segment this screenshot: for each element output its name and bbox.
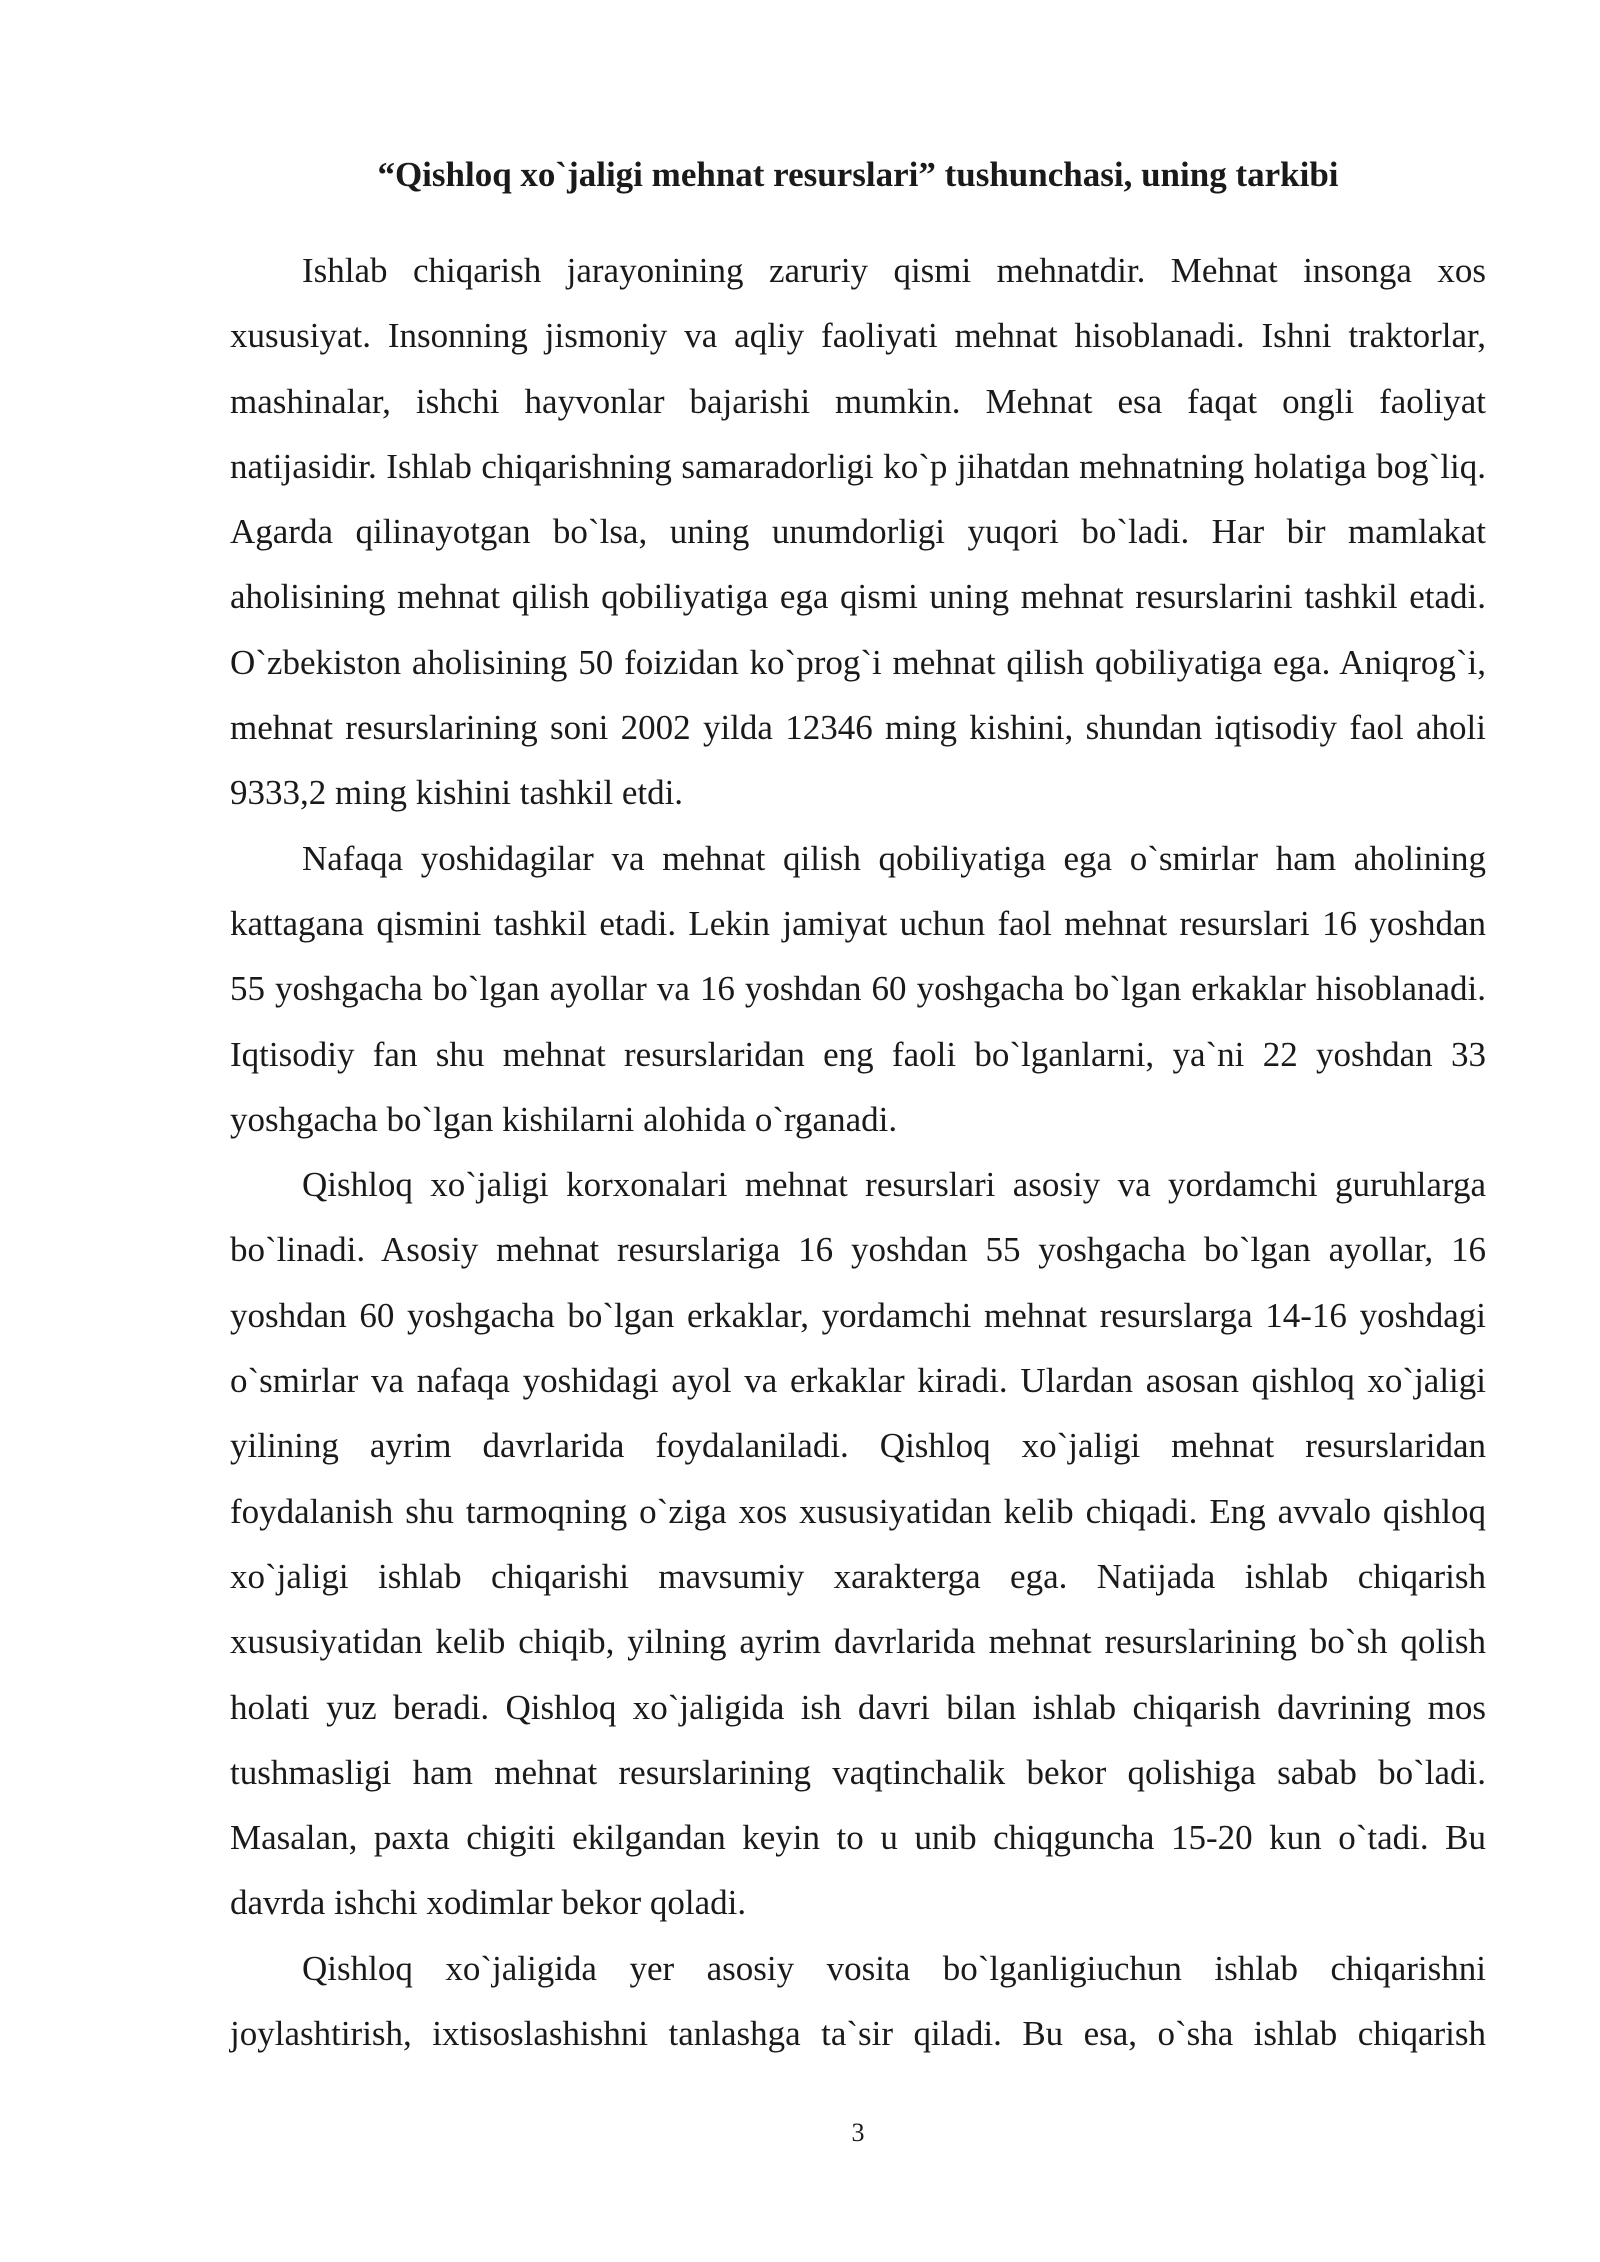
body-text (230, 238, 1486, 2066)
paragraph-2: Nafaqa yoshidagilar va mehnat qilish qobiliyatiga ega o`smirlar ham aholining kattagana qismini tashkil etadi. Lekin jamiyat uchun faol mehnat resurslari 16 yoshdan 55 yoshgacha bo`lgan ayollar va 16 yoshdan 60 yoshgacha bo`lgan erkaklar hisoblanadi. Iqtisodiy fan shu mehnat resurslaridan eng faoli bo`lganlarni, ya`ni 22 yoshdan 33 yoshgacha bo`lgan kishilarni alohida o`rganadi. (230, 838, 1486, 1139)
page-title: “Qishloq xo`jaligi mehnat resurslari” tushunchasi, uning tarkibi (377, 155, 1339, 194)
page-number: 3 (851, 2118, 865, 2147)
paragraph-3: Qishloq xo`jaligi korxonalari mehnat resurslari asosiy va yordamchi guruhlarga bo`linadi. Asosiy mehnat resurslariga 16 yoshdan 55 yoshgacha bo`lgan ayollar, 16 yoshdan 60 yoshgacha bo`lgan erkaklar, yordamchi mehnat resurslarga 14-16 yoshdagi o`smirlar va nafaqa yoshidagi ayol va erkaklar kiradi. Ulardan asosan qishloq xo`jaligi yilining ayrim davrlarida foydalaniladi. Qishloq xo`jaligi mehnat resurslaridan foydalanish shu tarmoqning o`ziga xos xususiyatidan kelib chiqadi. Eng avvalo qishloq xo`jaligi ishlab chiqarishi mavsumiy xarakterga ega. Natijada ishlab chiqarish xususiyatidan kelib chiqib, yilning ayrim davrlarida mehnat resurslarining bo`sh qolish holati yuz beradi. Qishloq xo`jaligida ish davri bilan ishlab chiqarish davrining mos tushmasligi ham mehnat resurslarining vaqtinchalik bekor qolishiga sabab bo`ladi. Masalan, paxta chigiti ekilgandan keyin to u unib chiqguncha 15-20 kun o`tadi. Bu davrda ishchi xodimlar bekor qoladi. (230, 1165, 1486, 1923)
paragraph-1: Ishlab chiqarish jarayonining zaruriy qismi mehnatdir. Mehnat insonga xos xususiyat. Insonning jismoniy va aqliy faoliyati mehnat hisoblanadi. Ishni traktorlar, mashinalar, ishchi hayvonlar bajarishi mumkin. Mehnat esa faqat ongli faoliyat natijasidir. Ishlab chiqarishning samaradorligi ko`p jihatdan mehnatning holatiga bog`liq. Agarda qilinayotgan bo`lsa, uning unumdorligi yuqori bo`ladi. Har bir mamlakat aholisining mehnat qilish qobiliyatiga ega qismi uning mehnat resurslarini tashkil etadi. O`zbekiston aholisining 50 foizidan ko`prog`i mehnat qilish qobiliyatiga ega. Aniqrog`i, mehnat resurslarining soni 2002 yilda 12346 ming kishini, shundan iqtisodiy faol aholi 9333,2 ming kishini tashkil etdi. (230, 251, 1486, 813)
paragraph-4: Qishloq xo`jaligida yer asosiy vosita bo`lganligiuchun ishlab chiqarishni joylashtirish, ixtisoslashishni tanlashga ta`sir qiladi. Bu esa, o`sha ishlab chiqarish (230, 1948, 1486, 2054)
